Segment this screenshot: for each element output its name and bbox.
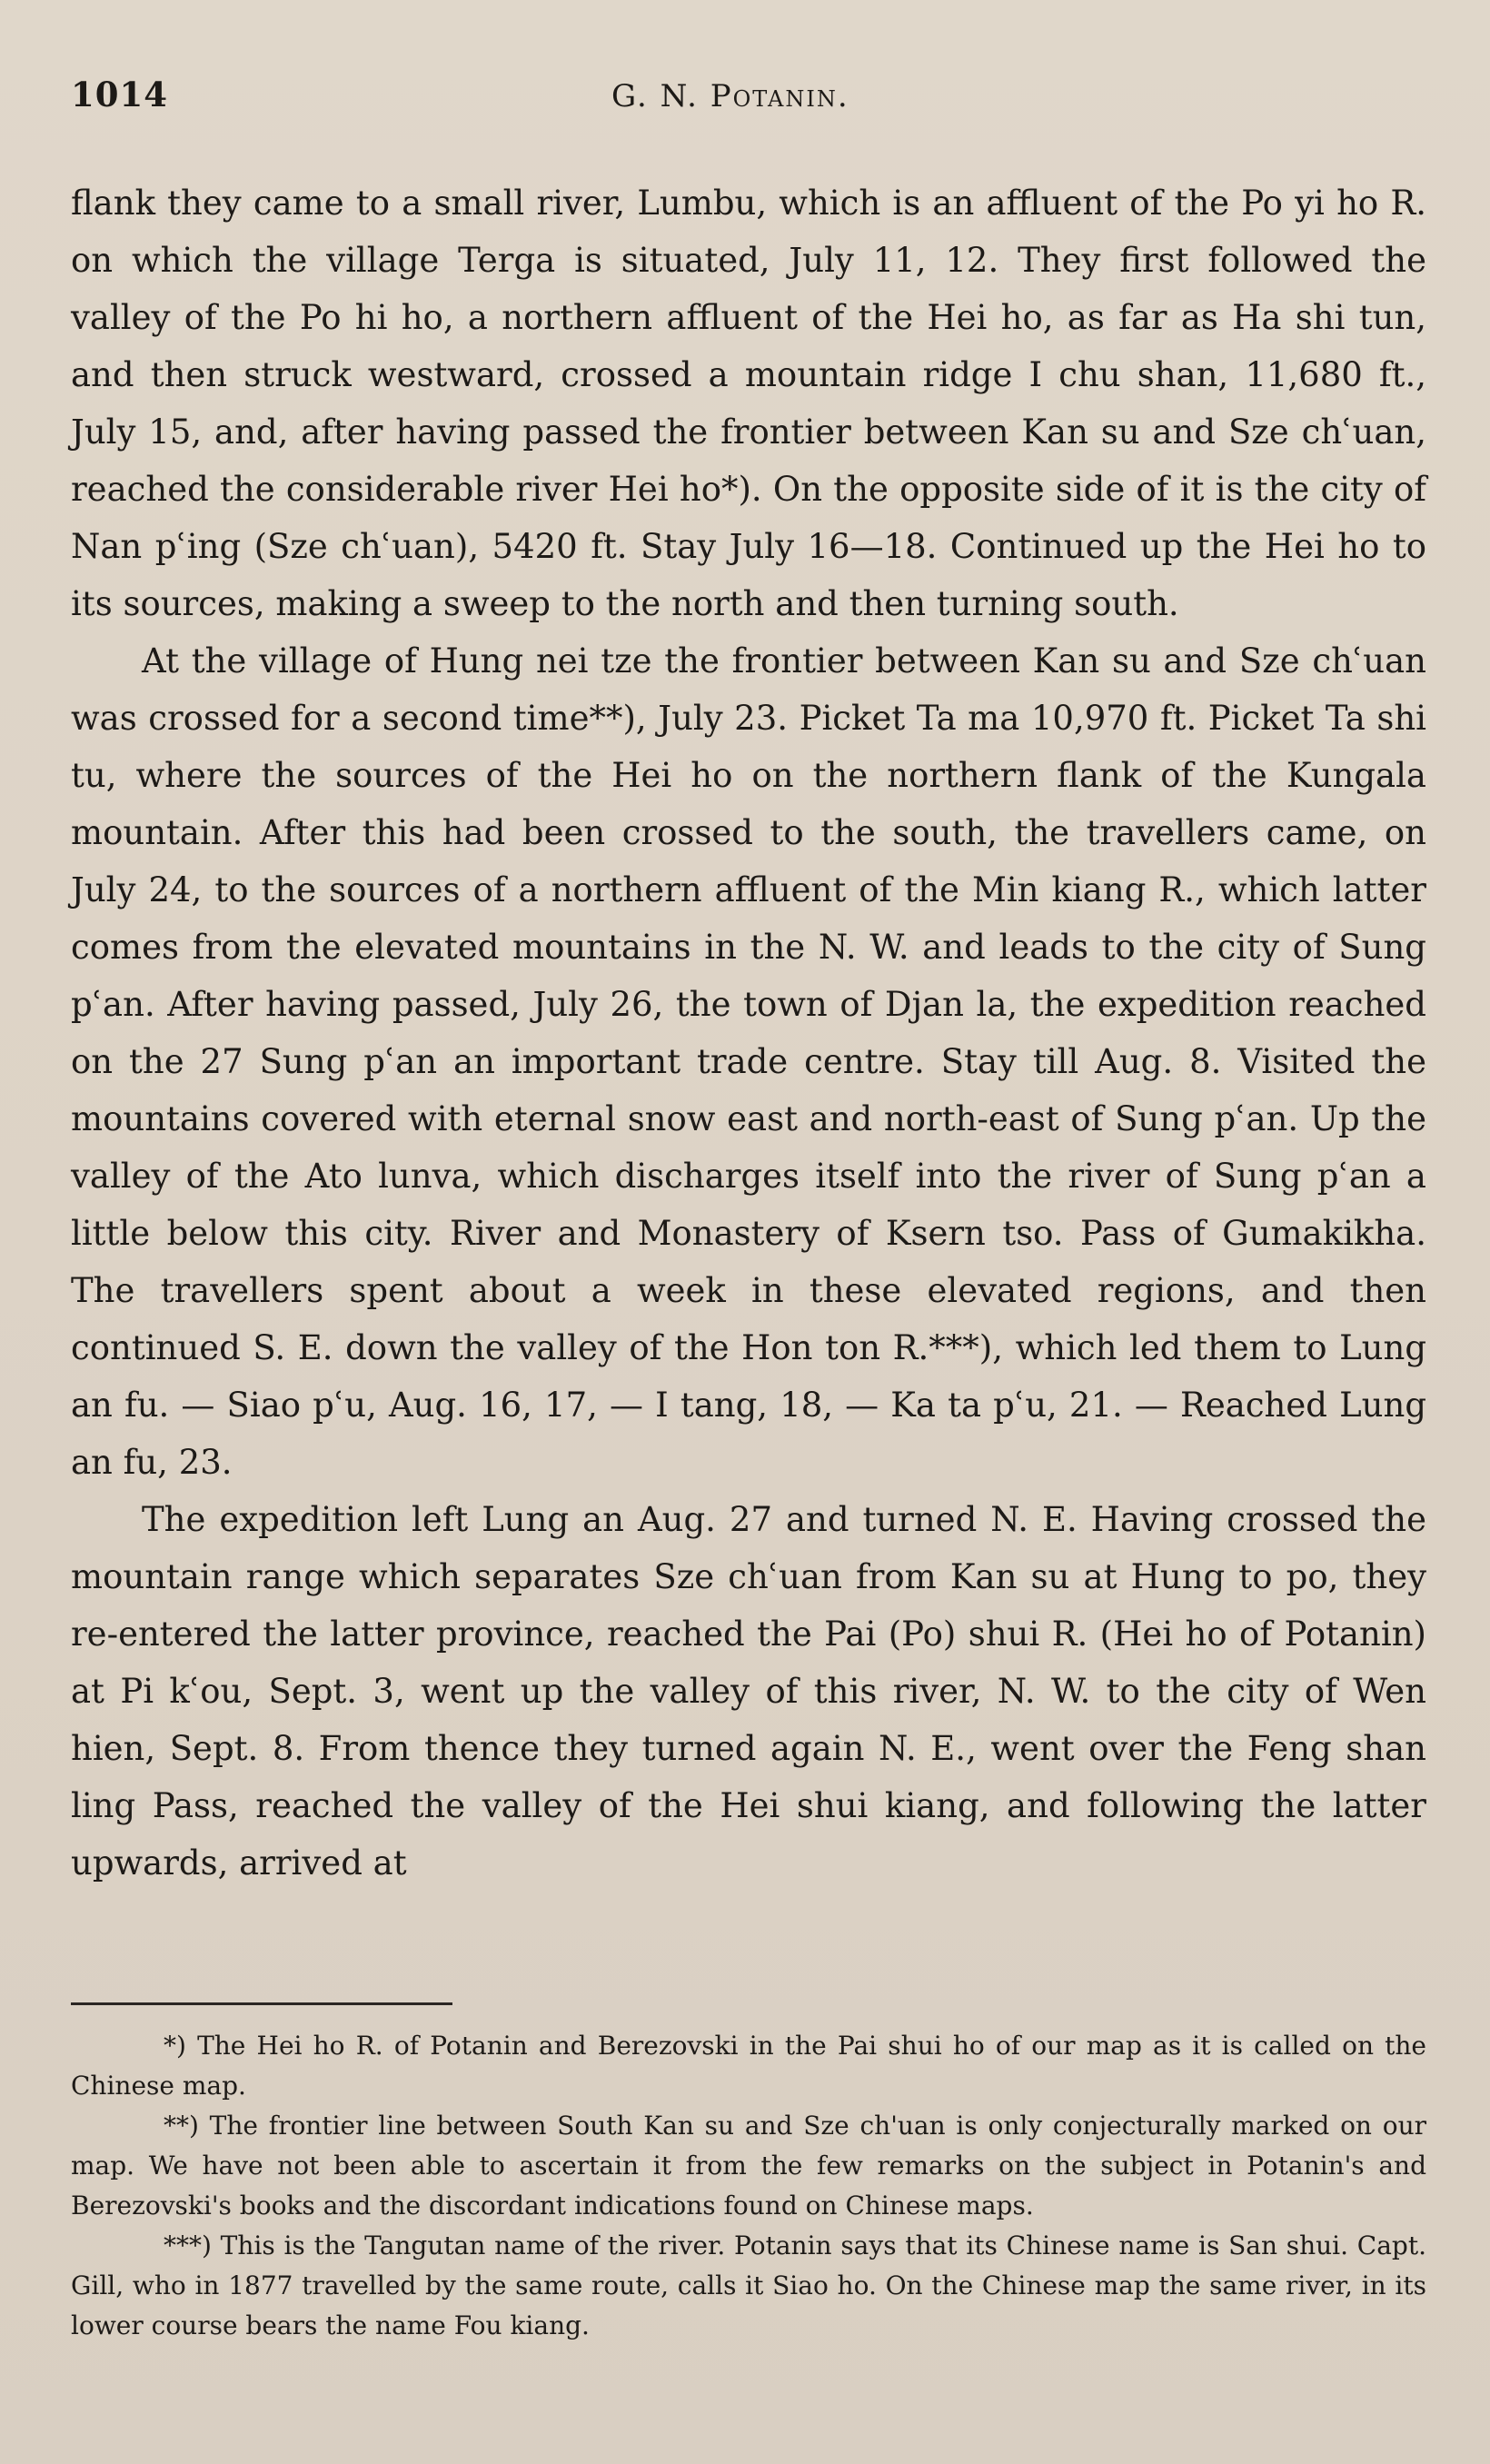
footnotes	[71, 2026, 1426, 2346]
paragraph: flank they came to a small river, Lumbu, which is an affluent of the Po yi ho R. on which the village Terga is situated, July 11, 12. They first followed the valley of the Po hi ho, a northern affluent of the Hei ho, as far as Ha shi tun, and then struck westward, crossed a mountain ridge I chu shan, 11,680 ft., July 15, and, after having passed the frontier between Kan su and Sze chʿuan, reached the considerable river Hei ho*). On the opposite side of it is the city of Nan pʿing (Sze chʿuan), 5420 ft. Stay July 16—18. Continued up the Hei ho to its sources, making a sweep to the north and then turning south.	[71, 184, 1426, 623]
footnote: *) The Hei ho R. of Potanin and Berezovski in the Pai shui ho of our map as it is called on the Chinese map.	[71, 2031, 1426, 2101]
body-text	[71, 174, 1426, 1892]
paragraph: The expedition left Lung an Aug. 27 and turned N. E. Having crossed the mountain range which separates Sze chʿuan from Kan su at Hung to po, they re-entered the latter province, reached the Pai (Po) shui R. (Hei ho of Potanin) at Pi kʿou, Sept. 3, went up the valley of this river, N. W. to the city of Wen hien, Sept. 8. From thence they turned again N. E., went over the Feng shan ling Pass, reached the valley of the Hei shui kiang, and following the latter upwards, arrived at	[71, 1500, 1426, 1883]
page-number: 1014	[71, 75, 168, 114]
footnote: ***) This is the Tangutan name of the river. Potanin says that its Chinese name is San shui. Capt. Gill, who in 1877 travelled by the same route, calls it Siao ho. On the Chinese map the same river, in its lower course bears the name Fou kiang.	[71, 2231, 1426, 2340]
running-head: G. N. Potanin.	[611, 78, 849, 114]
paragraph: At the village of Hung nei tze the frontier between Kan su and Sze chʿuan was crossed for a second time**), July 23. Picket Ta ma 10,970 ft. Picket Ta shi tu, where the sources of the Hei ho on the northern flank of the Kungala mountain. After this had been crossed to the south, the travellers came, on July 24, to the sources of a northern affluent of the Min kiang R., which latter comes from the elevated mountains in the N. W. and leads to the city of Sung pʿan. After having passed, July 26, the town of Djan la, the expedition reached on the 27 Sung pʿan an important trade centre. Stay till Aug. 8. Visited the mountains covered with eternal snow east and north-east of Sung pʿan. Up the valley of the Ato lunva, which discharges itself into the river of Sung pʿan a little below this city. River and Monastery of Ksern tso. Pass of Gumakikha. The travellers spent about a week in these elevated regions, and then continued S. E. down the valley of the Hon ton R.***), which led them to Lung an fu. — Siao pʿu, Aug. 16, 17, — I tang, 18, — Ka ta pʿu, 21. — Reached Lung an fu, 23.	[71, 641, 1426, 1482]
page-header	[71, 75, 1419, 129]
footnote: **) The frontier line between South Kan su and Sze ch'uan is only conjecturally marked on our map. We have not been able to ascertain it from the few remarks on the subject in Potanin's and Berezovski's books and the discordant indications found on Chinese maps.	[71, 2111, 1426, 2221]
footnote-divider	[71, 2002, 452, 2005]
